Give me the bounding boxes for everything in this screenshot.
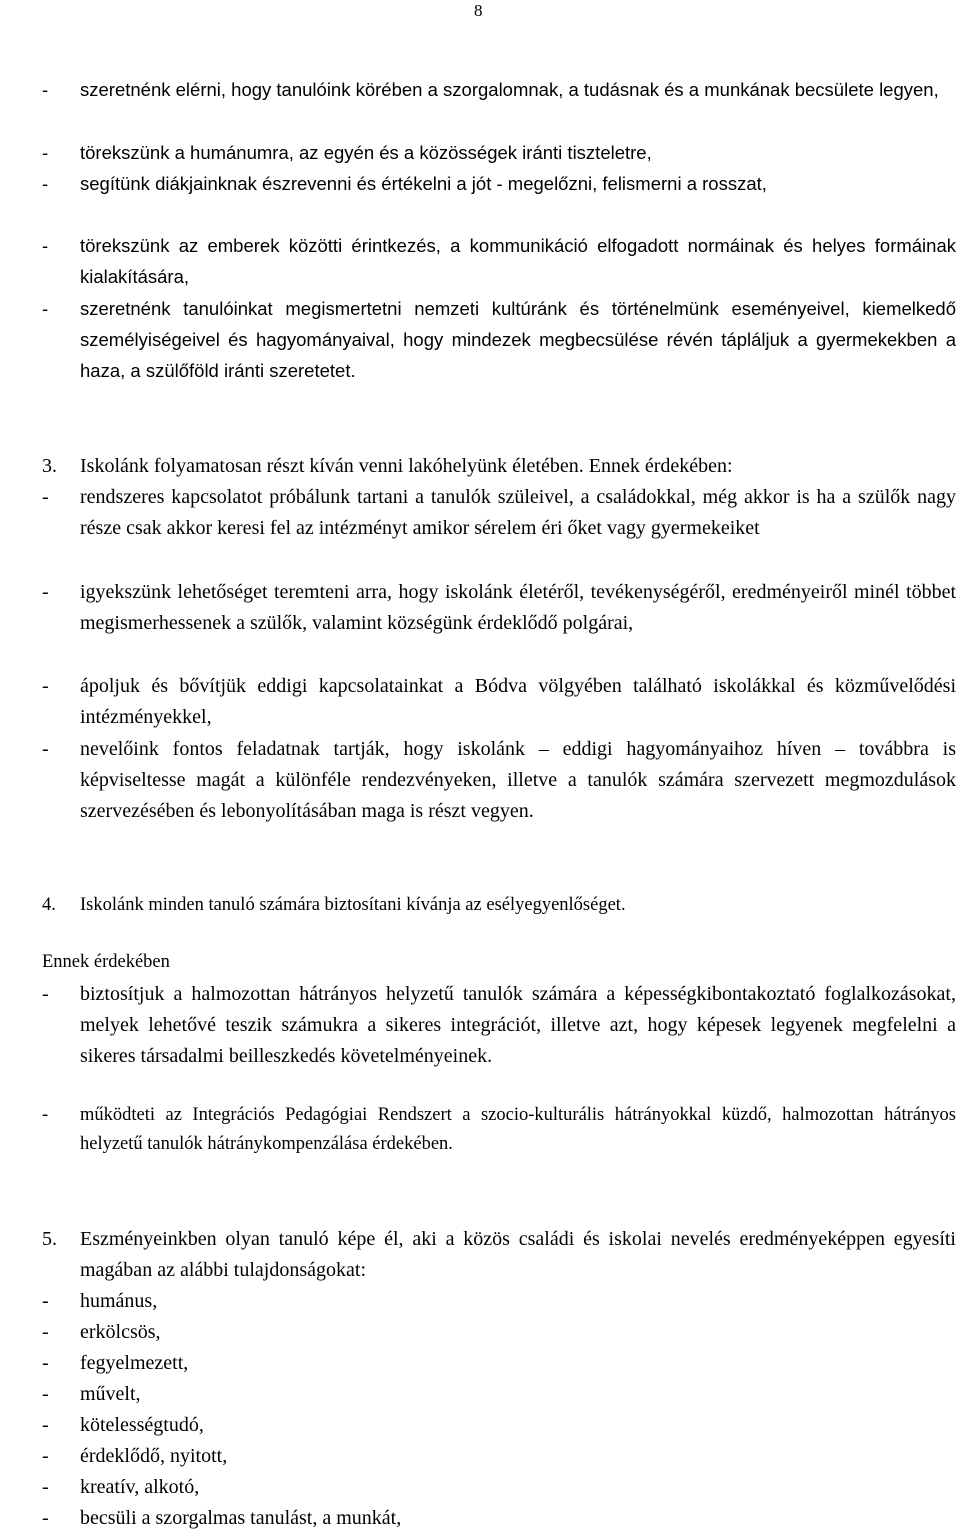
bullet-text: biztosítjuk a halmozottan hátrányos helyzetű tanulók számára a képességkibontakoztató foglalkozásokat, melyek lehetővé teszik számukra a sikeres integrációt, illetve azt, hogy képesek legyenek megfelelni a sikeres társadalmi beilleszkedés követelményeinek. (80, 983, 956, 1067)
section-heading (42, 451, 956, 482)
bullet-text: törekszünk az emberek közötti érintkezés, a kommunikáció elfogadott normáinak és helyes formáinak kialakítására, (80, 235, 956, 287)
bullet-text: nevelőink fontos feladatnak tartják, hogy iskolánk – eddigi hagyományaihoz híven – továbbra is képviseltesse magát a különféle rendezvényeken, illetve a tanulók számára szervezett megmozdulások szervezésében és lebonyolításában maga is részt vegyen. (80, 738, 956, 822)
bullet-dash: - (42, 1507, 49, 1529)
list-item (42, 230, 956, 292)
list-item (42, 1472, 956, 1503)
section-heading-text: Iskolánk folyamatosan részt kíván venni lakóhelyünk életében. Ennek érdekében: (80, 455, 733, 477)
trait-text: művelt, (80, 1383, 141, 1405)
bullet-dash: - (42, 983, 49, 1005)
bullet-dash: - (42, 235, 49, 256)
list-item (42, 168, 956, 199)
bullet-dash: - (42, 1414, 49, 1436)
page-number: 8 (474, 1, 483, 20)
trait-text: erkölcsös, (80, 1321, 161, 1343)
bullet-dash: - (42, 1383, 49, 1405)
list-item (42, 1410, 956, 1441)
bullet-dash: - (42, 1105, 49, 1125)
list-item (42, 293, 956, 386)
trait-text: kreatív, alkotó, (80, 1476, 200, 1498)
intro-text: Ennek érdekében (42, 952, 170, 972)
list-item (42, 1101, 956, 1159)
bullet-dash: - (42, 675, 49, 697)
bullet-dash: - (42, 173, 49, 194)
list-item (42, 979, 956, 1072)
bullet-dash: - (42, 1476, 49, 1498)
list-item (42, 137, 956, 168)
bullet-dash: - (42, 486, 49, 508)
bullet-text: szeretnénk elérni, hogy tanulóink körében a szorgalomnak, a tudásnak és a munkának becsülete legyen, (80, 79, 939, 100)
list-item (42, 74, 956, 105)
list-item (42, 1348, 956, 1379)
bullet-dash: - (42, 142, 49, 163)
trait-text: humánus, (80, 1290, 158, 1312)
list-item (42, 1286, 956, 1317)
trait-text: érdeklődő, nyitott, (80, 1445, 228, 1467)
bullet-text: igyekszünk lehetőséget teremteni arra, hogy iskolánk életéről, tevékenységéről, eredményeiről minél többet megismerhessenek a szülők, valamint községünk érdeklődő polgárai, (80, 581, 956, 634)
trait-text: becsüli a szorgalmas tanulást, a munkát, (80, 1507, 402, 1529)
bullet-dash: - (42, 1445, 49, 1467)
bullet-text: működteti az Integrációs Pedagógiai Rendszert a szocio-kulturális hátrányokkal küzdő, halmozottan hátrányos helyzetű tanulók hátránykompenzálása érdekében. (80, 1105, 956, 1154)
section-heading-text: Eszményeinkben olyan tanuló képe él, aki a közös családi és iskolai nevelés eredményeképpen egyesíti magában az alábbi tulajdonságokat: (80, 1228, 956, 1281)
section-number: 5. (42, 1228, 57, 1250)
bullet-dash: - (42, 1321, 49, 1343)
list-item (42, 577, 956, 639)
bullet-text: rendszeres kapcsolatot próbálunk tartani a tanulók szüleivel, a családokkal, még akkor is ha a szülők nagy része csak akkor keresi fel az intézményt amikor sérelem éri őket vagy gyermekeiket (80, 486, 956, 539)
bullet-dash: - (42, 581, 49, 603)
section-number: 3. (42, 455, 57, 477)
bullet-text: segítünk diákjainknak észrevenni és értékelni a jót - megelőzni, felismerni a rosszat, (80, 173, 767, 194)
list-item (42, 1503, 956, 1534)
list-item (42, 1379, 956, 1410)
bullet-dash: - (42, 1290, 49, 1312)
trait-text: fegyelmezett, (80, 1352, 189, 1374)
trait-text: kötelességtudó, (80, 1414, 204, 1436)
list-item (42, 482, 956, 544)
bullet-dash: - (42, 79, 49, 100)
section-heading (42, 891, 956, 920)
bullet-text: szeretnénk tanulóinkat megismertetni nemzeti kultúránk és történelmünk eseményeivel, kiemelkedő személyiségeivel és hagyományaival, hogy mindezek megbecsülése révén tápláljuk a gyermekekben a haza, a szülőföld iránti szeretetet. (80, 298, 956, 381)
list-item (42, 1317, 956, 1348)
bullet-text: törekszünk a humánumra, az egyén és a közösségek iránti tiszteletre, (80, 142, 652, 163)
bullet-dash: - (42, 1352, 49, 1374)
section-heading-text: Iskolánk minden tanuló számára biztosítani kívánja az esélyegyenlőséget. (80, 895, 626, 915)
list-item (42, 734, 956, 827)
bullet-dash: - (42, 738, 49, 760)
bullet-dash: - (42, 298, 49, 319)
section-heading (42, 1224, 956, 1286)
bullet-text: ápoljuk és bővítjük eddigi kapcsolatainkat a Bódva völgyében található iskolákkal és közművelődési intézményekkel, (80, 675, 956, 728)
list-item (42, 1441, 956, 1472)
section-number: 4. (42, 895, 56, 915)
list-item (42, 671, 956, 733)
